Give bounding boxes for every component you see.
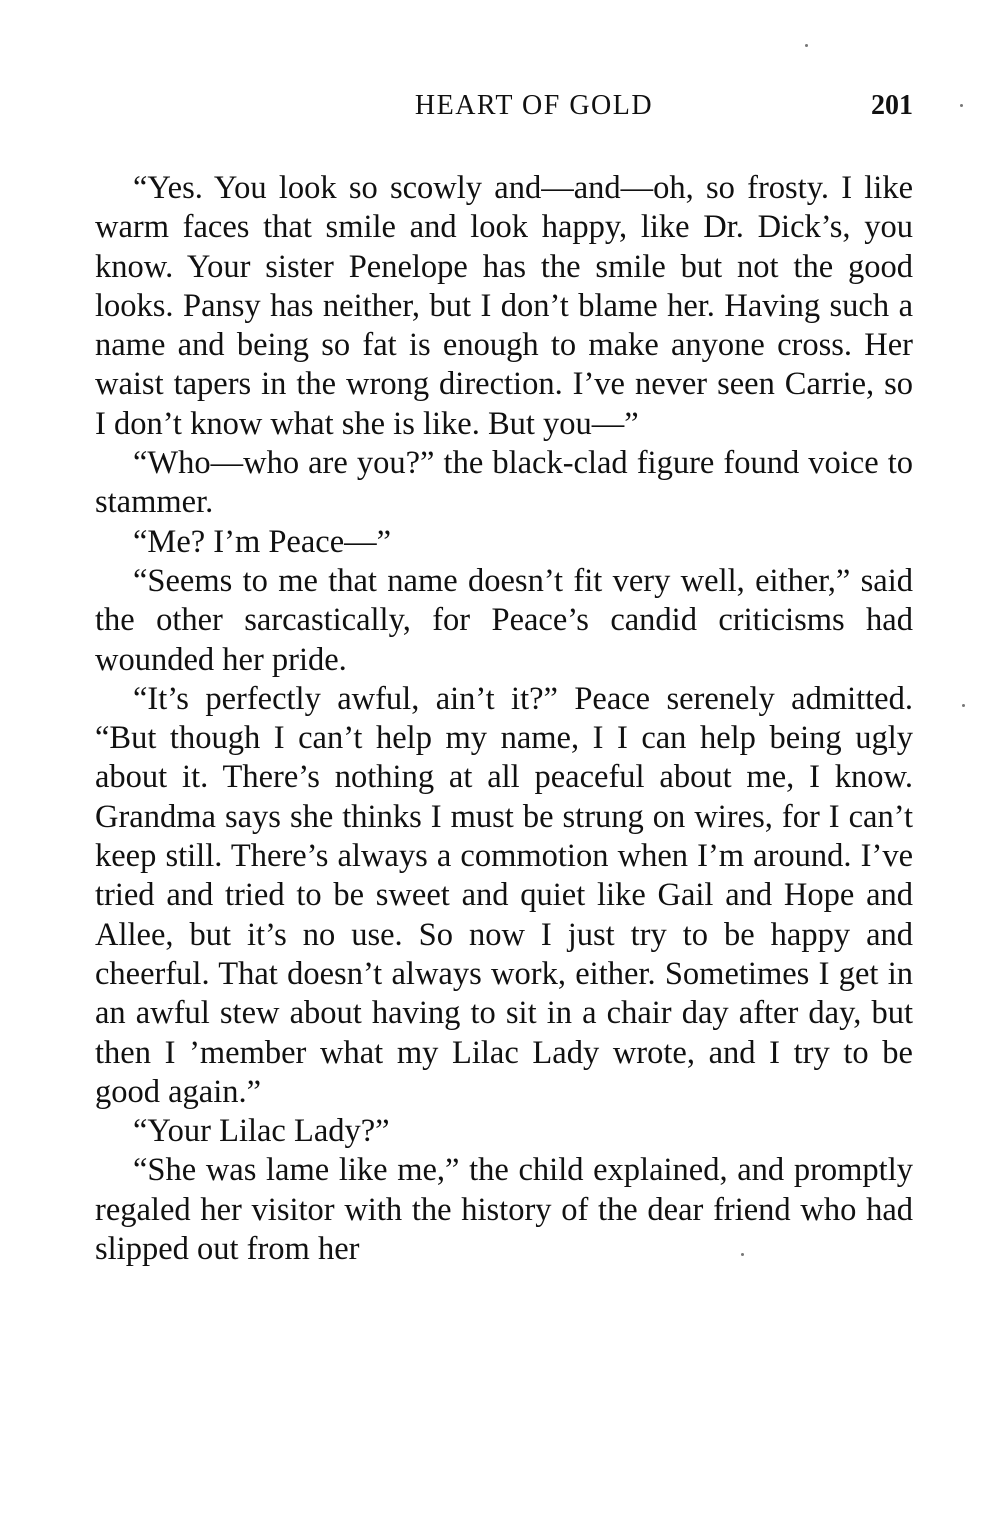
paragraph: “She was lame like me,” the child explained, and promptly regaled her visitor with the history of the dear friend who had slipped out from her (95, 1152, 913, 1268)
paragraph: “Your Lilac Lady?” (133, 1113, 390, 1150)
page-number: 201 (871, 90, 913, 121)
paragraph: “Me? I’m Peace—” (133, 523, 392, 560)
paragraph: “Seems to me that name doesn’t fit very well, either,” said the other sarcastically, for Peace’s candid criticisms had wounded her pride. (95, 562, 913, 678)
scan-speck (962, 704, 965, 707)
scan-speck (741, 1253, 744, 1256)
paragraph: “Who—who are you?” the black-clad figure found voice to stammer. (95, 445, 913, 521)
paragraph: “Yes. You look so scowly and—and—oh, so frosty. I like warm faces that smile and look happy, like Dr. Dick’s, you know. Your sister Penelope has the smile but not the good looks. Pansy has neither, but I don’t blame her. Having such a name and being so fat is enough to make anyone cross. Her waist tapers in the wrong direction. I’ve never seen Carrie, so I don’t know what she is like. But you—” (95, 170, 913, 442)
scan-speck (960, 104, 963, 107)
running-head (95, 86, 913, 126)
running-title: HEART OF GOLD (414, 90, 654, 121)
paragraph: “It’s perfectly awful, ain’t it?” Peace serenely admitted. “But though I can’t help my name, I I can help being ugly about it. There’s nothing at all peaceful about me, I know. Grandma says she thinks I must be strung on wires, for I can’t keep still. There’s always a commotion when I’m around. I’ve tried and tried to be sweet and quiet like Gail and Hope and Allee, but it’s no use. So now I just try to be happy and cheerful. That doesn’t always work, either. Sometimes I get in an awful stew about having to sit in a chair day after day, but then I ’member what my Lilac Lady wrote, and I try to be good again.” (95, 680, 913, 1110)
body-text (95, 169, 913, 1269)
scan-speck (805, 44, 808, 47)
